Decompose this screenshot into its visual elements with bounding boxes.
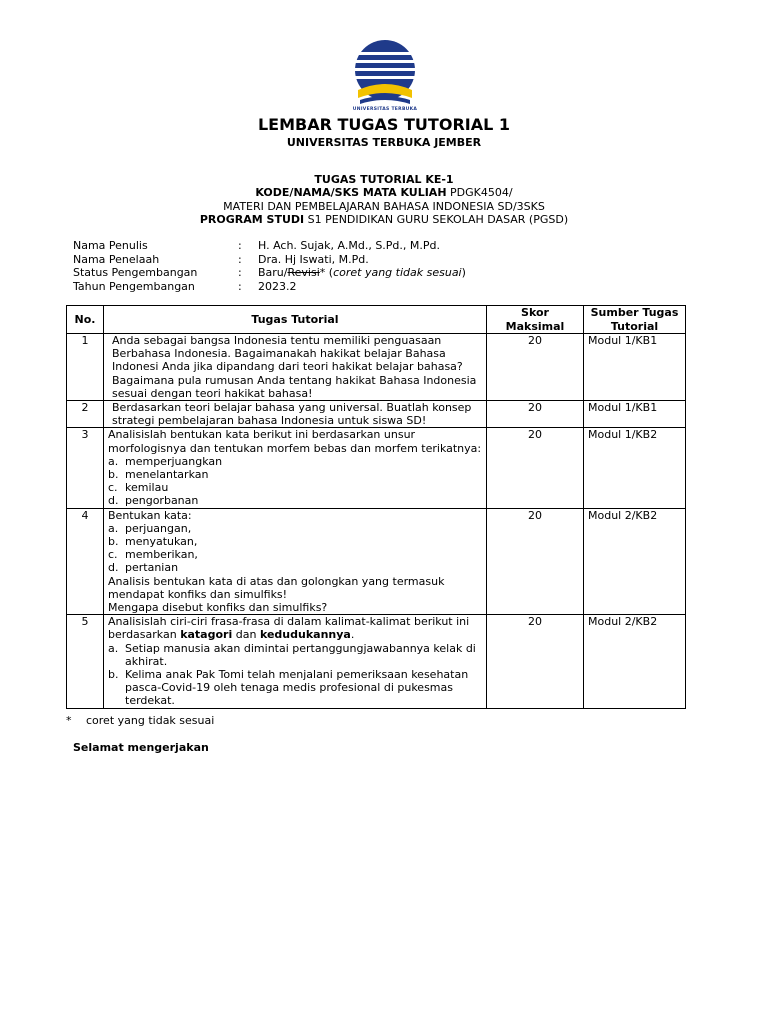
table-row [67,428,686,508]
task-table [66,305,686,709]
item-label: b. [108,468,119,482]
meta-label: Nama Penulis [73,239,148,252]
item-text: pengorbanan [125,494,199,508]
item-text: perjuangan, [125,521,192,535]
closing-text: Selamat mengerjakan [73,741,209,754]
logo-caption: UNIVERSITAS TERBUKA [352,107,418,112]
meta-row-status [73,266,466,280]
item-label: a. [108,641,119,655]
item-text: menyatukan, [125,535,198,549]
row-no: 4 [67,508,104,615]
meta-label: Status Pengembangan [73,266,198,279]
meta-value: Dra. Hj Iswati, M.Pd. [258,252,369,266]
meta-row-penelaah [73,253,466,267]
prodi-line [0,213,768,227]
meta-colon: : [238,279,242,293]
status-close: ) [461,266,466,279]
status-note: coret yang tidak sesuai [333,266,462,279]
row-skor: 20 [487,615,584,708]
list-item [108,561,482,574]
row-skor: 20 [487,401,584,428]
task-text-b: dan [232,628,260,642]
meta-block [73,239,466,293]
row-task [104,615,487,708]
meta-colon: : [238,252,242,266]
list-item [108,535,482,548]
row-skor: 20 [487,508,584,615]
task-text-a: Analisislah ciri-ciri frasa-frasa di dalam kalimat-kalimat berikut ini berdasarkan [108,615,470,642]
footnote-text: coret yang tidak sesuai [86,714,215,727]
meta-label: Nama Penelaah [73,252,160,266]
option-list [108,522,482,575]
meta-row-penulis [73,239,466,253]
prodi-label: PROGRAM STUDI [199,213,305,226]
task-text-question: Mengapa disebut konfiks dan simulfiks? [108,601,328,615]
tugas-ke: TUGAS TUTORIAL KE-1 [314,173,454,186]
document-subtitle: UNIVERSITAS TERBUKA JEMBER [286,136,482,149]
status-revisi: Revisi [287,266,320,279]
option-list [108,642,482,708]
task-text-c: . [350,628,355,642]
item-text: memperjuangkan [125,454,223,468]
row-no: 1 [67,334,104,401]
mata-kuliah: MATERI DAN PEMBELAJARAN BAHASA INDONESIA SD/3SKS [223,200,545,213]
table-row [67,401,686,428]
footnote [66,714,214,727]
item-label: a. [108,521,119,535]
meta-label: Tahun Pengembangan [73,279,195,293]
item-label: b. [108,535,119,549]
kode-value: PDGK4504/ [450,186,513,199]
list-item [108,468,482,481]
kode-label: KODE/NAMA/SKS MATA KULIAH [255,186,447,199]
row-sumber: Modul 1/KB1 [584,401,686,428]
table-row [67,508,686,615]
item-text: Setiap manusia akan dimintai pertanggungjawabannya kelak di akhirat. [125,641,476,668]
item-label: d. [108,494,119,508]
table-row [67,334,686,401]
header-tugas: Tugas Tutorial [104,306,487,334]
header-skor: Skor Maksimal [487,306,584,334]
header-sumber: Sumber Tugas Tutorial [584,306,686,334]
task-text [108,615,482,641]
row-no: 2 [67,401,104,428]
item-label: c. [108,548,118,562]
meta-colon: : [238,266,242,279]
row-task: Anda sebagai bangsa Indonesia tentu memiliki penguasaan Berbahasa Indonesia. Bagaimanakah hakikat belajar Bahasa Indonesi Anda jika dipandang dari teori hakikat belajar bahasa? Bagaimana pula rumusan Anda tentang hakikat Bahasa Indonesia sesuai dengan teori hakikat bahasa! [104,334,487,401]
meta-colon: : [238,239,242,252]
row-task [104,428,487,508]
table-row [67,615,686,708]
meta-row-tahun [73,280,466,294]
kode-line [0,186,768,200]
task-bold-kedudukan: kedudukannya [259,628,351,642]
row-sumber: Modul 2/KB2 [584,615,686,708]
footnote-star: * [66,714,72,727]
row-sumber: Modul 1/KB1 [584,334,686,401]
item-label: c. [108,481,118,495]
list-item [108,455,482,468]
list-item [108,494,482,507]
university-logo [350,38,420,114]
status-star: * ( [319,266,334,279]
row-no: 3 [67,428,104,508]
meta-value: 2023.2 [258,279,297,293]
row-sumber: Modul 2/KB2 [584,508,686,615]
item-label: d. [108,561,119,575]
meta-value: H. Ach. Sujak, A.Md., S.Pd., M.Pd. [258,239,441,252]
task-bold-katagori: katagori [180,628,233,642]
list-item [108,548,482,561]
item-text: memberikan, [125,548,198,562]
header-no: No. [67,306,104,334]
row-skor: 20 [487,334,584,401]
list-item [108,522,482,535]
list-item [108,668,482,708]
task-text: Bentukan kata: [108,508,192,522]
task-text-after: Analisis bentukan kata di atas dan golongkan yang termasuk mendapat konfiks dan simulfiks! [108,574,445,601]
prodi-value: S1 PENDIDIKAN GURU SEKOLAH DASAR (PGSD) [307,213,569,226]
row-task: Berdasarkan teori belajar bahasa yang universal. Buatlah konsep strategi pembelajaran bahasa Indonesia untuk siswa SD! [104,401,487,428]
item-text: Kelima anak Pak Tomi telah menjalani pemeriksaan kesehatan pasca-Covid-19 oleh tenaga medis profesional di pukesmas terdekat. [125,668,469,708]
list-item [108,642,482,668]
document-title: LEMBAR TUGAS TUTORIAL 1 [257,115,510,134]
item-text: menelantarkan [125,468,209,482]
row-no: 5 [67,615,104,708]
task-text: Analisislah bentukan kata berikut ini berdasarkan unsur morfologisnya dan tentukan morfem bebas dan morfem terikatnya: [108,428,482,455]
row-skor: 20 [487,428,584,508]
meta-value [258,266,466,280]
item-label: a. [108,454,119,468]
row-sumber: Modul 1/KB2 [584,428,686,508]
row-task [104,508,487,615]
option-list [108,455,482,508]
item-text: pertanian [125,561,179,575]
item-label: b. [108,668,119,682]
table-header-row [67,306,686,334]
list-item [108,481,482,494]
status-baru: Baru/ [258,266,288,279]
item-text: kemilau [125,481,169,495]
